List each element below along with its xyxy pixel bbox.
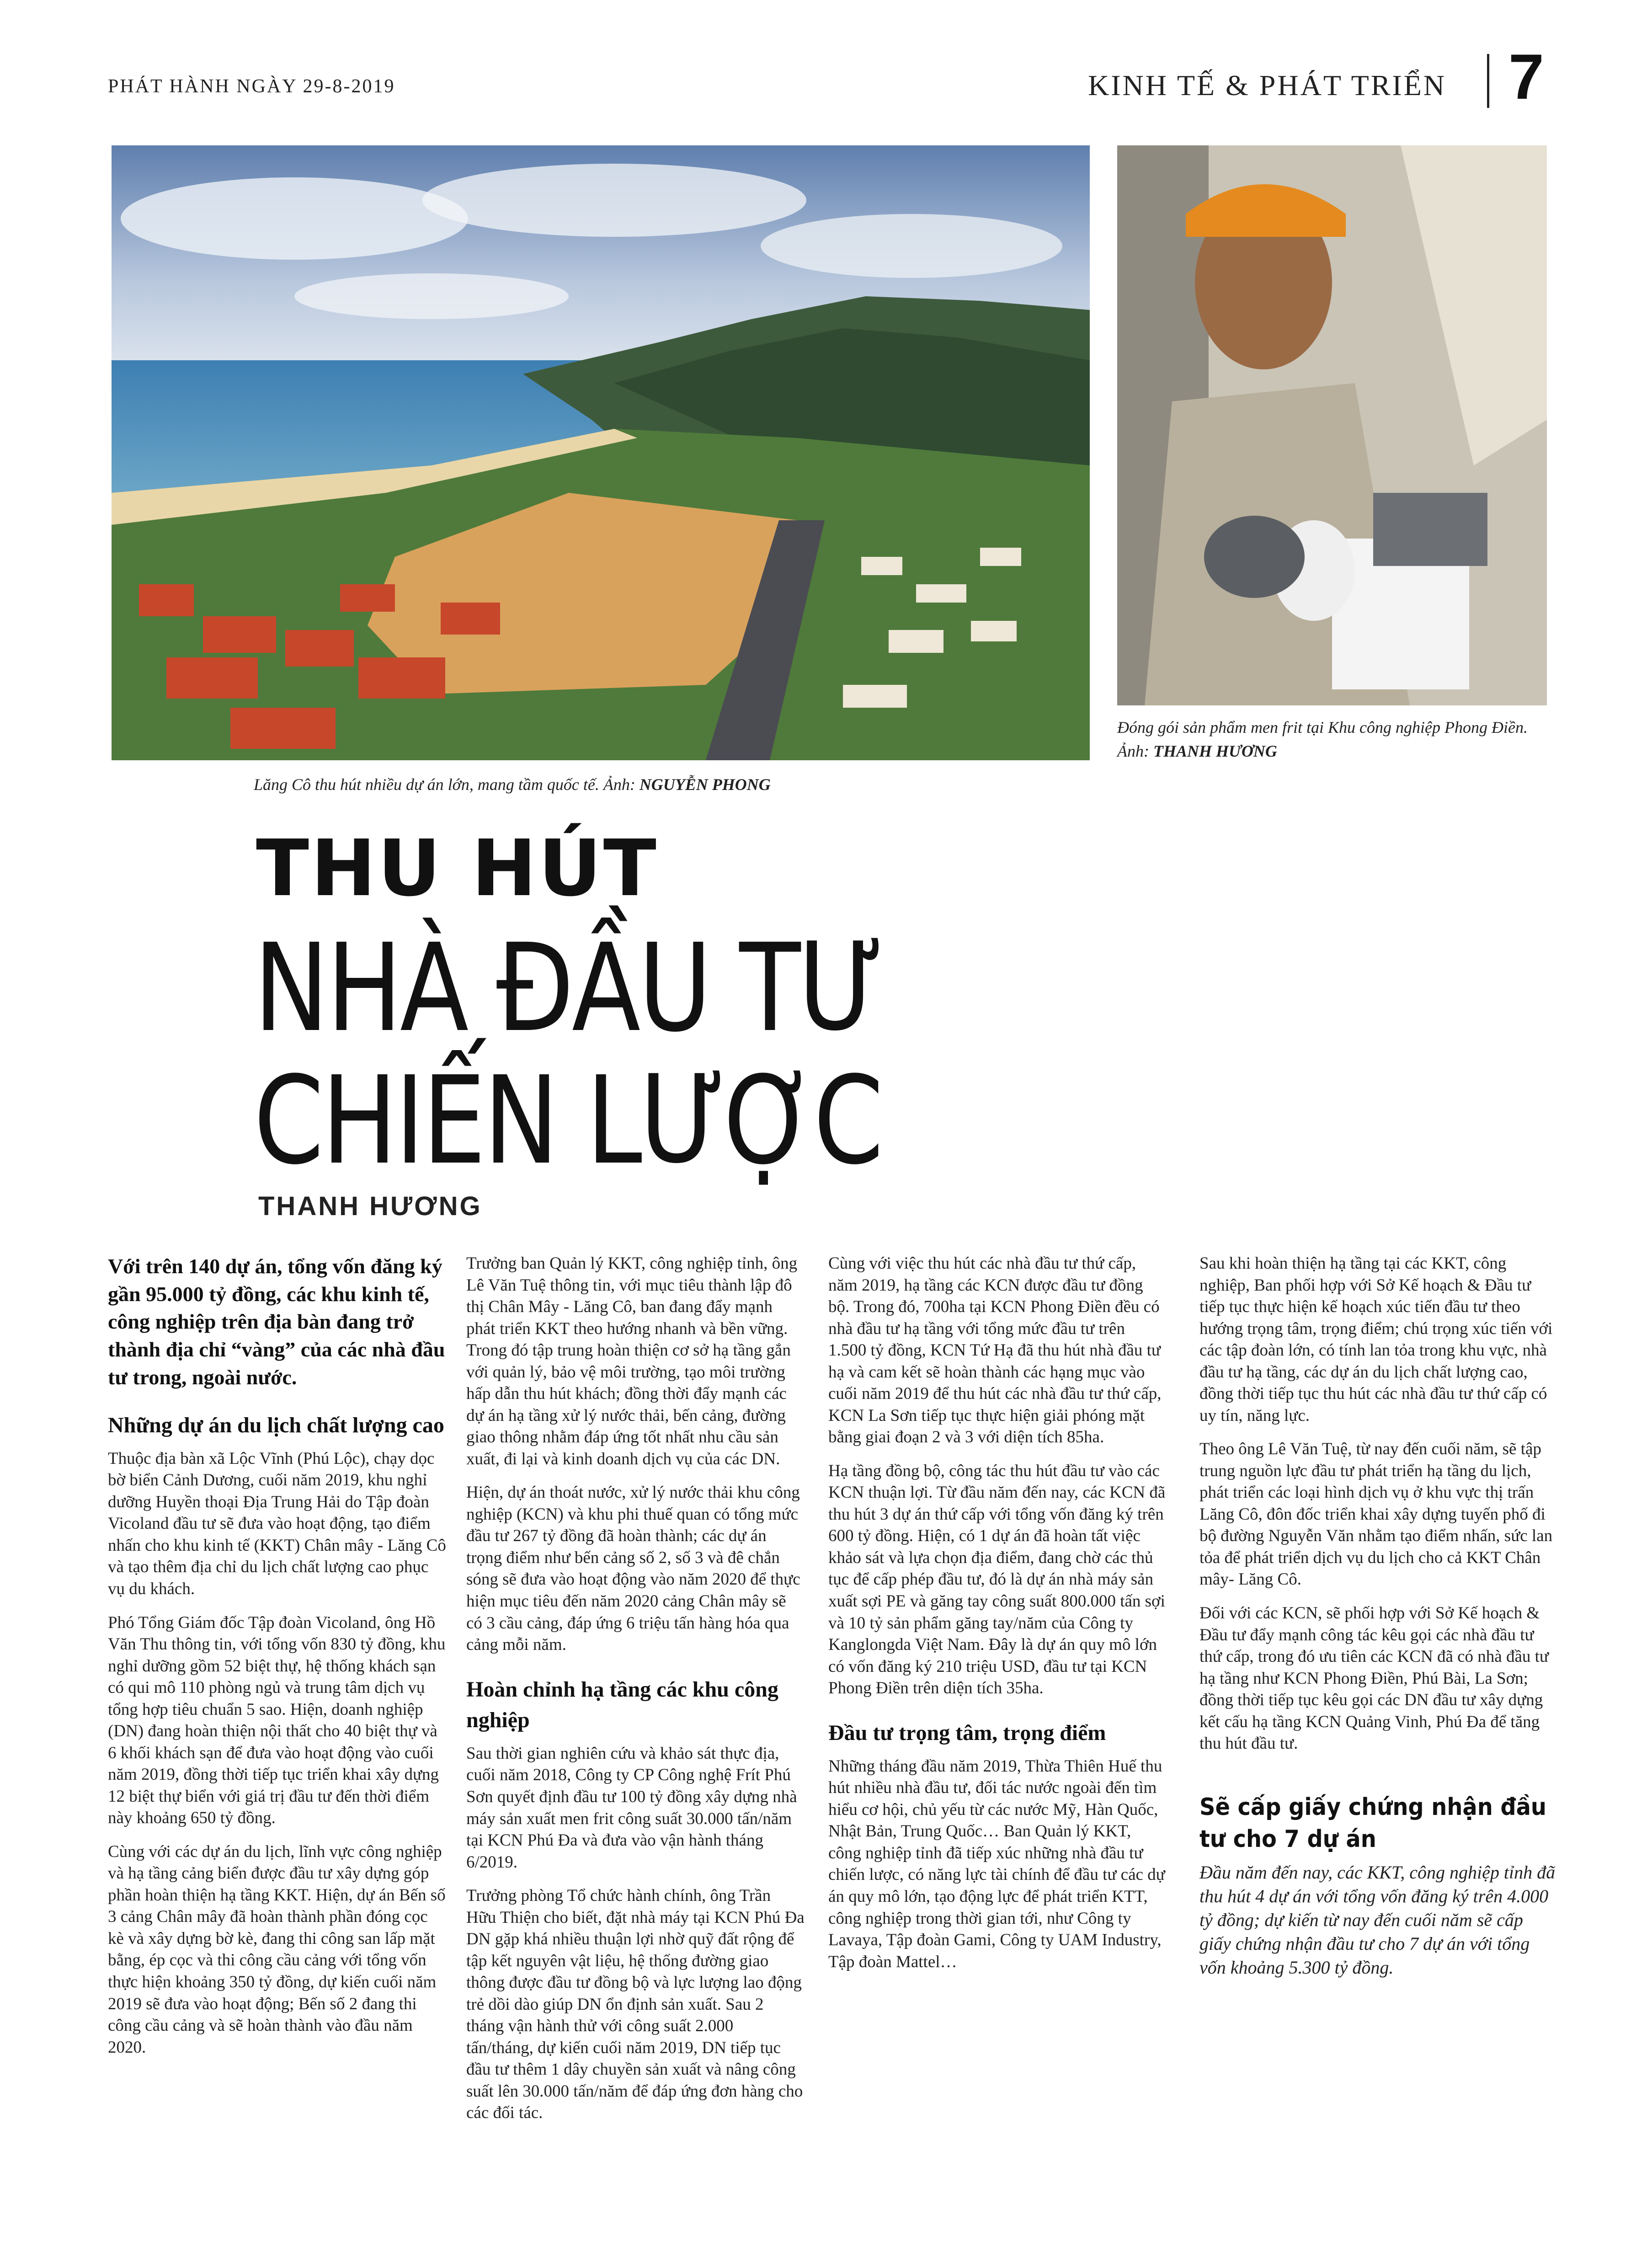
paragraph: Cùng với việc thu hút các nhà đầu tư thứ cấp, năm 2019, hạ tầng các KCN được đầu tư đồng bộ. Trong đó, 700ha tại KCN Phong Điền đều có nhà đầu tư hạ tầng với tổng mức đầu tư trên 1.500 tỷ đồng, KCN Tứ Hạ đã thu hút nhà đầu tư hạ và cam kết sẽ hoàn thành các hạng mục vào cuối năm 2019 để thu hút các nhà đầu tư thứ cấp, KCN La Sơn tiếp tục thực hiện giải phóng mặt bằng giai đoạn 2 và 3 với diện tích 85ha.	[828, 1254, 1162, 1447]
article-column-3	[828, 1253, 1167, 1985]
aerial-photo-lang-co	[112, 145, 1090, 760]
photo-credit: NGUYỄN PHONG	[639, 775, 771, 794]
article-column-4	[1199, 1253, 1556, 1980]
lead-paragraph: Với trên 140 dự án, tổng vốn đăng ký gần 95.000 tỷ đồng, các khu kinh tế, công nghiệp trên địa bàn đang trở thành địa chỉ “vàng” của các nhà đầu tư trong, ngoài nước.	[108, 1254, 445, 1389]
article-column-1	[108, 1253, 446, 2070]
paragraph: Trưởng ban Quản lý KKT, công nghiệp tỉnh, ông Lê Văn Tuệ thông tin, với mục tiêu thành lập đô thị Chân Mây - Lăng Cô, ban đang đẩy mạnh phát triển KKT theo hướng nhanh và bền vững. Trong đó tập trung hoàn thiện cơ sở hạ tầng gắn với quản lý, bảo vệ môi trường, tạo môi trường hấp dẫn thu hút khách; đồng thời đẩy mạnh các dự án hạ tầng xử lý nước thải, bến cảng, đường giao thông nhằm đáp ứng tốt nhất nhu cầu sản xuất, đi lại và kinh doanh dịch vụ của các DN.	[466, 1254, 798, 1468]
headline-line-1: NHÀ ĐẦU TƯ	[254, 918, 883, 1059]
paragraph: Theo ông Lê Văn Tuệ, từ nay đến cuối năm, sẽ tập trung nguồn lực đầu tư phát triển hạ tầng du lịch, phát triển các loại hình dịch vụ ở khu vực thị trấn Lăng Cô, đôn đốc triển khai xây dựng tuyến phố đi bộ đường Nguyễn Văn nhằm tạo điểm nhấn, sức lan tỏa để phát triển dịch vụ du lịch cho cả KKT Chân mây- Lăng Cô.	[1199, 1440, 1553, 1589]
paragraph: Cùng với các dự án du lịch, lĩnh vực công nghiệp và hạ tầng cảng biển được đầu tư xây dựng góp phần hoàn thiện hạ tầng KKT. Hiện, dự án Bến số 3 cảng Chân mây đã hoàn thành phần đóng cọc kè và xây dựng bờ kè, đang thi công san lấp mặt bằng, ép cọc và thi công cầu cảng với tổng vốn thực hiện khoảng 350 tỷ đồng, dự kiến cuối năm 2019 sẽ đưa vào hoạt động; Bến số 2 đang thi công cầu cảng và sẽ hoàn thành vào đầu năm 2020.	[108, 1842, 446, 2057]
paragraph: Sau thời gian nghiên cứu và khảo sát thực địa, cuối năm 2018, Công ty CP Công nghệ Frít Phú Sơn quyết định đầu tư 100 tỷ đồng xây dựng nhà máy sản xuất men frit công suất 30.000 tấn/năm tại KCN Phú Đa và đưa vào vận hành tháng 6/2019.	[466, 1744, 797, 1872]
right-photo-caption	[1117, 715, 1551, 763]
headline-kicker: THU HÚT	[256, 823, 658, 914]
paragraph: Hiện, dự án thoát nước, xử lý nước thải khu công nghiệp (KCN) và khu phi thuế quan có tổng mức đầu tư 267 tỷ đồng đã hoàn thành; các dự án trọng điểm như bến cảng số 2, số 3 và đê chắn sóng sẽ đưa vào hoạt động vào năm 2020 để thực hiện mục tiêu đến năm 2020 cảng Chân mây sẽ có 3 cầu cảng, đáp ứng 6 triệu tấn hàng hóa qua cảng mỗi năm.	[466, 1483, 800, 1654]
caption-text: Lăng Cô thu hút nhiều dự án lớn, mang tầm quốc tế. Ảnh:	[254, 775, 640, 794]
photo-credit: THANH HƯƠNG	[1153, 742, 1277, 761]
page-number: 7	[1508, 41, 1544, 112]
subheading-tourism: Những dự án du lịch chất lượng cao	[108, 1413, 444, 1437]
paragraph: Đối với các KCN, sẽ phối hợp với Sở Kế hoạch & Đầu tư đẩy mạnh công tác kêu gọi các nhà đầu tư thứ cấp, trong đó ưu tiên các KCN đã có nhà đầu tư hạ tầng như KCN Phong Điền, Phú Bài, La Sơn; đồng thời tiếp tục kêu gọi các DN đầu tư xây dựng kết cấu hạ tầng KCN Quảng Vinh, Phú Đa để tăng thu hút đầu tư.	[1199, 1603, 1549, 1753]
article-column-2	[466, 1253, 805, 2136]
byline: THANH HƯƠNG	[258, 1191, 482, 1221]
worker-packaging-photo	[1117, 145, 1547, 705]
section-title: KINH TẾ & PHÁT TRIỂN	[1088, 69, 1446, 101]
caption-text: Đóng gói sản phẩm men frit tại Khu công nghiệp Phong Điền. Ảnh:	[1117, 718, 1528, 761]
sidebar-box-text: Đầu năm đến nay, các KKT, công nghiệp tỉnh đã thu hút 4 dự án với tổng vốn đăng ký trên 4.000 tỷ đồng; dự kiến từ nay đến cuối năm sẽ cấp giấy chứng nhận đầu tư cho 7 dự án với tổng vốn khoảng 5.300 tỷ đồng.	[1199, 1862, 1556, 1978]
sidebar-box-title: Sẽ cấp giấy chứng nhận đầu tư cho 7 dự án	[1199, 1793, 1546, 1853]
paragraph: Sau khi hoàn thiện hạ tầng tại các KKT, công nghiệp, Ban phối hợp với Sở Kế hoạch & Đầu tư tiếp tục thực hiện kế hoạch xúc tiến đầu tư theo hướng trọng tâm, trọng điểm; chú trọng xúc tiến với các tập đoàn lớn, có tính lan tỏa trong khu vực, nhà đầu tư hạ tầng, các dự án du lịch chất lượng cao, đồng thời tiếp tục thu hút các nhà đầu tư thứ cấp có uy tín, năng lực.	[1199, 1254, 1553, 1425]
issue-date: PHÁT HÀNH NGÀY 29-8-2019	[108, 76, 395, 97]
paragraph: Phó Tổng Giám đốc Tập đoàn Vicoland, ông Hồ Văn Thu thông tin, với tổng vốn 830 tỷ đồng, khu nghỉ dưỡng gồm 52 biệt thự, hệ thống khách sạn có qui mô 110 phòng ngủ và trung tâm dịch vụ tổng hợp tiêu chuẩn 5 sao. Hiện, doanh nghiệp (DN) đang hoàn thiện nội thất cho 40 biệt thự và 6 khối khách sạn để đưa vào hoạt động vào cuối năm 2019, đồng thời tiếp tục triển khai xây dựng 12 biệt thự biển với giá trị đầu tư đến thời điểm này khoảng 650 tỷ đồng.	[108, 1613, 446, 1828]
subheading-infrastructure: Hoàn chỉnh hạ tầng các khu công nghiệp	[466, 1677, 778, 1732]
header-divider	[1487, 54, 1489, 108]
paragraph: Trưởng phòng Tổ chức hành chính, ông Trần Hữu Thiện cho biết, đặt nhà máy tại KCN Phú Đa DN gặp khá nhiều thuận lợi nhờ quỹ đất rộng để tập kết nguyên vật liệu, hệ thống đường giao thông được đầu tư đồng bộ và lực lượng lao động trẻ dồi dào giúp DN ổn định sản xuất. Sau 2 tháng vận hành thử với công suất 2.000 tấn/tháng, dự kiến cuối năm 2019, DN tiếp tục đầu tư thêm 1 dây chuyền sản xuất và nâng công suất lên 30.000 tấn/năm để đáp ứng đơn hàng cho các đối tác.	[466, 1886, 805, 2123]
subheading-focus: Đầu tư trọng tâm, trọng điểm	[828, 1720, 1106, 1745]
paragraph: Hạ tầng đồng bộ, công tác thu hút đầu tư vào các KCN thuận lợi. Từ đầu năm đến nay, các KCN đã thu hút 3 dự án thứ cấp với tổng vốn đăng ký trên 600 tỷ đồng. Hiện, có 1 dự án đã hoàn tất việc khảo sát và lựa chọn địa điểm, đang chờ các thủ tục để cấp phép đầu tư, đó là dự án nhà máy sản xuất sợi PE và găng tay công suất 800.000 tấn sợi và 10 tỷ sản phẩm găng tay/năm của Công ty Kanglongda Việt Nam. Đây là dự án quy mô lớn có vốn đăng ký 210 triệu USD, đầu tư tại KCN Phong Điền trên diện tích 35ha.	[828, 1461, 1166, 1698]
headline-line-2: CHIẾN LƯỢC	[254, 1051, 882, 1191]
main-photo-caption	[254, 773, 1031, 796]
paragraph: Thuộc địa bàn xã Lộc Vĩnh (Phú Lộc), chạy dọc bờ biển Cảnh Dương, cuối năm 2019, khu nghỉ dưỡng Huyền thoại Địa Trung Hải do Tập đoàn Vicoland đầu tư sẽ đưa vào hoạt động, tạo điểm nhấn cho khu kinh tế (KKT) Chân mây - Lăng Cô và tạo thêm địa chỉ du lịch chất lượng cao phục vụ du khách.	[108, 1449, 446, 1598]
paragraph: Những tháng đầu năm 2019, Thừa Thiên Huế thu hút nhiều nhà đầu tư, đối tác nước ngoài đến tìm hiểu cơ hội, chủ yếu từ các nước Mỹ, Hàn Quốc, Nhật Bản, Trung Quốc… Ban Quản lý KKT, công nghiệp tỉnh đã tiếp xúc những nhà đầu tư chiến lược, có năng lực tài chính để đầu tư các dự án quy mô lớn, tạo động lực để phát triển KTT, công nghiệp trong thời gian tới, như Công ty Lavaya, Tập đoàn Gami, Công ty UAM Industry, Tập đoàn Mattel…	[828, 1756, 1165, 1971]
